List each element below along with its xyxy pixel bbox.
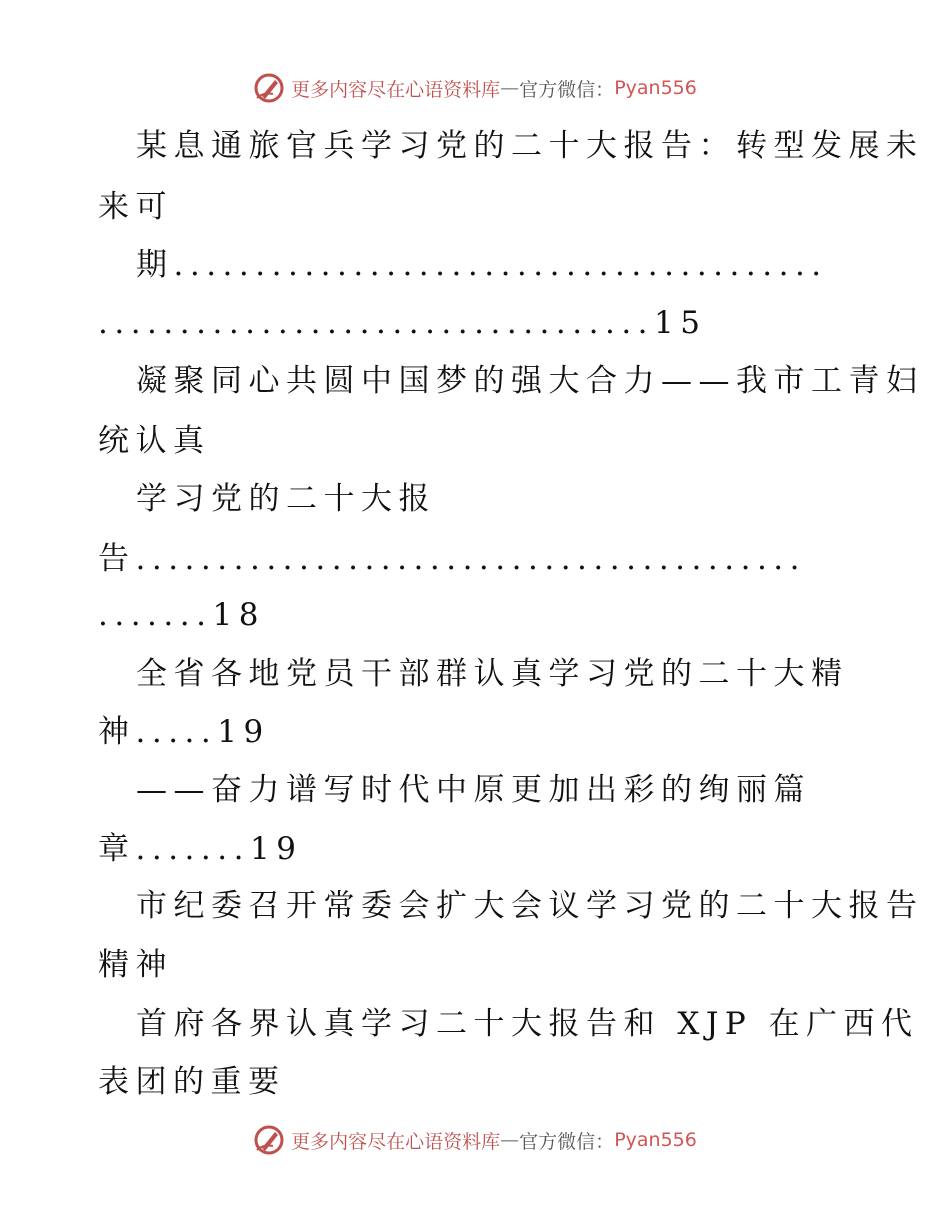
banner-wechat-label: 官方微信：	[519, 78, 615, 101]
banner-main-text: 更多内容尽在心语资料库	[291, 78, 501, 101]
toc-entry-6-line-2: 表团的重要	[98, 1064, 286, 1100]
toc-entry-5-line-2: 精神	[98, 947, 173, 983]
toc-entry-4-page: 章.......19	[98, 831, 303, 867]
toc-entry-6-line-1: 首府各界认真学习二十大报告和 XJP 在广西代	[136, 1006, 919, 1042]
banner-wechat-label: 官方微信：	[519, 1130, 615, 1153]
banner-main-text: 更多内容尽在心语资料库	[291, 1130, 501, 1153]
toc-entry-2-leader: 告.........................................	[98, 541, 807, 577]
pen-logo-icon	[253, 1124, 285, 1156]
toc-entry-1-line-1: 某息通旅官兵学习党的二十大报告：转型发展未	[136, 128, 924, 164]
banner-wechat-id: Pyan556	[614, 1129, 697, 1151]
toc-entry-1-page: ..................................15	[98, 305, 707, 341]
banner-separator: —	[500, 1129, 520, 1151]
toc-entry-1-leader: 期........................................	[136, 247, 828, 283]
toc-entry-2-line-2: 统认真	[98, 423, 211, 459]
banner-wechat-id: Pyan556	[614, 77, 697, 99]
toc-entry-3-page: 神.....19	[98, 714, 270, 750]
banner-separator: —	[500, 77, 520, 99]
header-banner	[0, 72, 950, 104]
pen-logo-icon	[253, 72, 285, 104]
toc-entry-1-line-2: 来可	[98, 189, 173, 225]
footer-banner	[0, 1124, 950, 1156]
toc-entry-2-page: .......18	[98, 597, 265, 633]
toc-entry-4-line-1: ——奋力谱写时代中原更加出彩的绚丽篇	[136, 772, 811, 808]
toc-entry-3-line-1: 全省各地党员干部群认真学习党的二十大精	[136, 656, 849, 692]
toc-entry-2-line-1: 凝聚同心共圆中国梦的强大合力——我市工青妇	[136, 363, 924, 399]
toc-entry-5-line-1: 市纪委召开常委会扩大会议学习党的二十大报告	[136, 888, 924, 924]
toc-entry-2-line-3: 学习党的二十大报	[136, 481, 436, 517]
